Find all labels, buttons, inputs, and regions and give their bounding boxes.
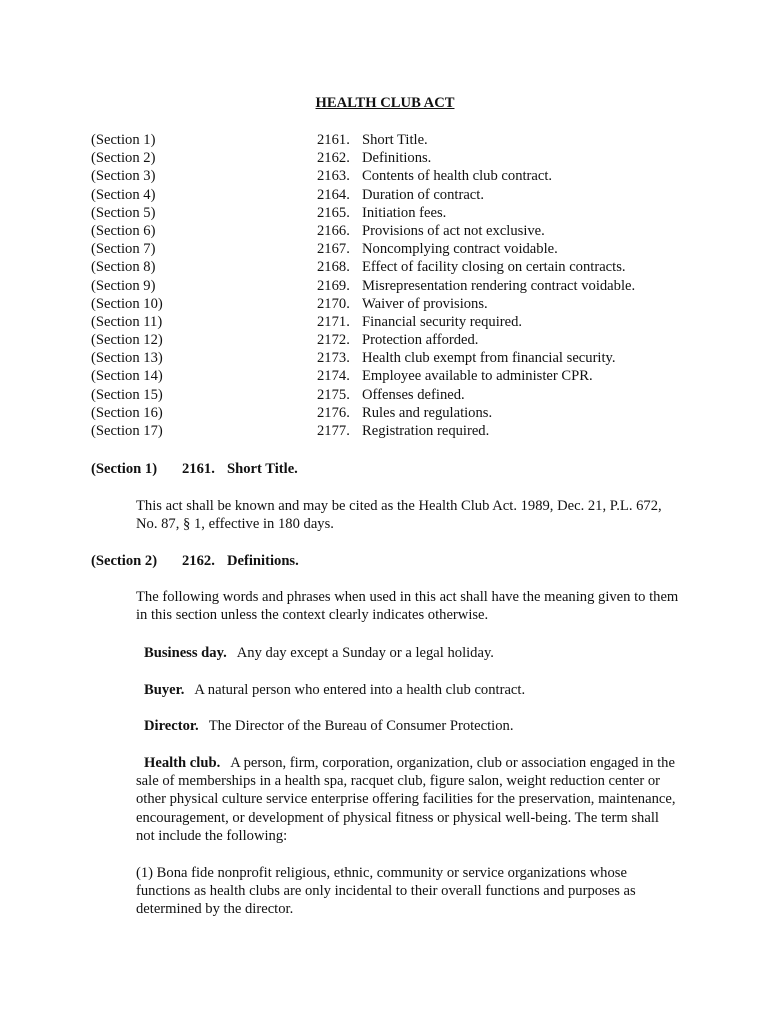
toc-section-title: Employee available to administer CPR. bbox=[362, 368, 593, 385]
toc-section-label: (Section 10) bbox=[91, 295, 163, 312]
toc-section-number: 2163. bbox=[317, 168, 350, 185]
toc-section-label: (Section 12) bbox=[91, 332, 163, 349]
toc-section-label: (Section 6) bbox=[91, 222, 156, 239]
toc-row bbox=[91, 295, 711, 313]
toc-row bbox=[91, 404, 711, 422]
toc-section-title: Misrepresentation rendering contract voidable. bbox=[362, 277, 636, 294]
definition-buyer bbox=[136, 681, 696, 699]
toc-section-number: 2170. bbox=[317, 295, 350, 312]
toc-row bbox=[91, 331, 711, 349]
toc-section-label: (Section 8) bbox=[91, 259, 156, 276]
toc-row bbox=[91, 367, 711, 385]
toc-section-number: 2172. bbox=[317, 332, 350, 349]
definition-term: Buyer. bbox=[144, 682, 185, 698]
toc-row bbox=[91, 349, 711, 367]
definition-term: Health club. bbox=[144, 755, 221, 771]
toc-section-label: (Section 15) bbox=[91, 386, 163, 403]
toc-section-number: 2165. bbox=[317, 204, 350, 221]
definition-text: Any day except a Sunday or a legal holiday. bbox=[236, 645, 494, 661]
toc-section-number: 2177. bbox=[317, 423, 350, 439]
toc-section-label: (Section 11) bbox=[91, 313, 163, 330]
toc-row bbox=[91, 186, 711, 204]
toc-section-title: Health club exempt from financial security. bbox=[362, 350, 616, 367]
toc-section-number: 2162. bbox=[317, 150, 350, 167]
toc-section-number: 2161. bbox=[317, 132, 350, 148]
section-title: Short Title. bbox=[227, 461, 298, 477]
toc-section-label: (Section 9) bbox=[91, 277, 156, 294]
definition-term: Director. bbox=[144, 718, 199, 734]
toc-section-label: (Section 4) bbox=[91, 186, 156, 203]
toc-section-number: 2167. bbox=[317, 241, 350, 258]
section-2-intro: The following words and phrases when used in this act shall have the meaning given to them in this section unless the context clearly indicates otherwise. bbox=[136, 589, 679, 624]
definition-text: A natural person who entered into a health club contract. bbox=[194, 682, 526, 698]
toc-row bbox=[91, 204, 711, 222]
toc-section-label: (Section 13) bbox=[91, 350, 163, 367]
toc-row bbox=[91, 313, 711, 331]
definition-term: Business day. bbox=[144, 645, 227, 661]
toc-row bbox=[91, 386, 711, 404]
toc-section-title: Registration required. bbox=[362, 423, 490, 439]
toc-section-number: 2169. bbox=[317, 277, 350, 294]
toc-section-title: Protection afforded. bbox=[362, 332, 479, 349]
toc-section-label: (Section 7) bbox=[91, 241, 156, 258]
toc-section-number: 2164. bbox=[317, 186, 350, 203]
toc-row bbox=[91, 277, 711, 295]
definition-text: A person, firm, corporation, organization, club or association engaged in the sale of memberships in a health spa, racquet club, figure salon, weight reduction center or other physical culture service enterprise offering facilities for the preservation, maintenance, encouragement, or development of physical fitness or physical well-being. The term shall not include the following: bbox=[136, 755, 676, 844]
toc-section-number: 2175. bbox=[317, 386, 350, 403]
toc-section-number: 2173. bbox=[317, 350, 350, 367]
section-number: 2161. bbox=[182, 461, 215, 477]
exclusion-item-1: (1) Bona fide nonprofit religious, ethnic, community or service organizations whose functions as health clubs are only incidental to their overall functions and purposes as determined by the director. bbox=[136, 865, 636, 918]
toc-section-title: Offenses defined. bbox=[362, 386, 465, 403]
toc-section-label: (Section 17) bbox=[91, 423, 163, 439]
toc-section-title: Contents of health club contract. bbox=[362, 168, 553, 185]
definition-text: The Director of the Bureau of Consumer Protection. bbox=[208, 718, 514, 734]
toc-row bbox=[91, 149, 711, 167]
toc-section-title: Definitions. bbox=[362, 150, 432, 167]
table-of-contents bbox=[91, 131, 711, 440]
toc-row bbox=[91, 258, 711, 276]
toc-section-number: 2166. bbox=[317, 222, 350, 239]
section-label: (Section 1) bbox=[91, 461, 158, 477]
toc-row bbox=[91, 131, 711, 149]
toc-section-label: (Section 2) bbox=[91, 150, 156, 167]
definition-health-club bbox=[136, 754, 681, 845]
toc-section-label: (Section 16) bbox=[91, 404, 163, 421]
toc-section-number: 2174. bbox=[317, 368, 350, 385]
section-number: 2162. bbox=[182, 553, 215, 569]
toc-row bbox=[91, 167, 711, 185]
toc-section-number: 2171. bbox=[317, 313, 350, 330]
toc-section-label: (Section 14) bbox=[91, 368, 163, 385]
toc-section-title: Waiver of provisions. bbox=[362, 295, 488, 312]
toc-row bbox=[91, 422, 711, 440]
toc-section-title: Initiation fees. bbox=[362, 204, 447, 221]
section-title: Definitions. bbox=[227, 553, 299, 569]
toc-section-title: Provisions of act not exclusive. bbox=[362, 222, 545, 239]
toc-section-title: Rules and regulations. bbox=[362, 404, 493, 421]
toc-section-title: Noncomplying contract voidable. bbox=[362, 241, 558, 258]
definition-business-day bbox=[136, 644, 696, 662]
toc-row bbox=[91, 240, 711, 258]
section-1-body: This act shall be known and may be cited as the Health Club Act. 1989, Dec. 21, P.L. 672, No. 87, § 1, effective in 180 days. bbox=[136, 498, 662, 533]
toc-section-label: (Section 5) bbox=[91, 204, 156, 221]
toc-section-title: Short Title. bbox=[362, 132, 428, 148]
toc-section-title: Effect of facility closing on certain contracts. bbox=[362, 259, 626, 276]
toc-row bbox=[91, 222, 711, 240]
toc-section-number: 2176. bbox=[317, 404, 350, 421]
toc-section-number: 2168. bbox=[317, 259, 350, 276]
section-label: (Section 2) bbox=[91, 553, 158, 569]
document-title: HEALTH CLUB ACT bbox=[315, 95, 455, 111]
toc-section-title: Financial security required. bbox=[362, 313, 523, 330]
toc-section-label: (Section 1) bbox=[91, 132, 156, 148]
definition-director bbox=[136, 717, 696, 735]
toc-section-label: (Section 3) bbox=[91, 168, 156, 185]
toc-section-title: Duration of contract. bbox=[362, 186, 484, 203]
